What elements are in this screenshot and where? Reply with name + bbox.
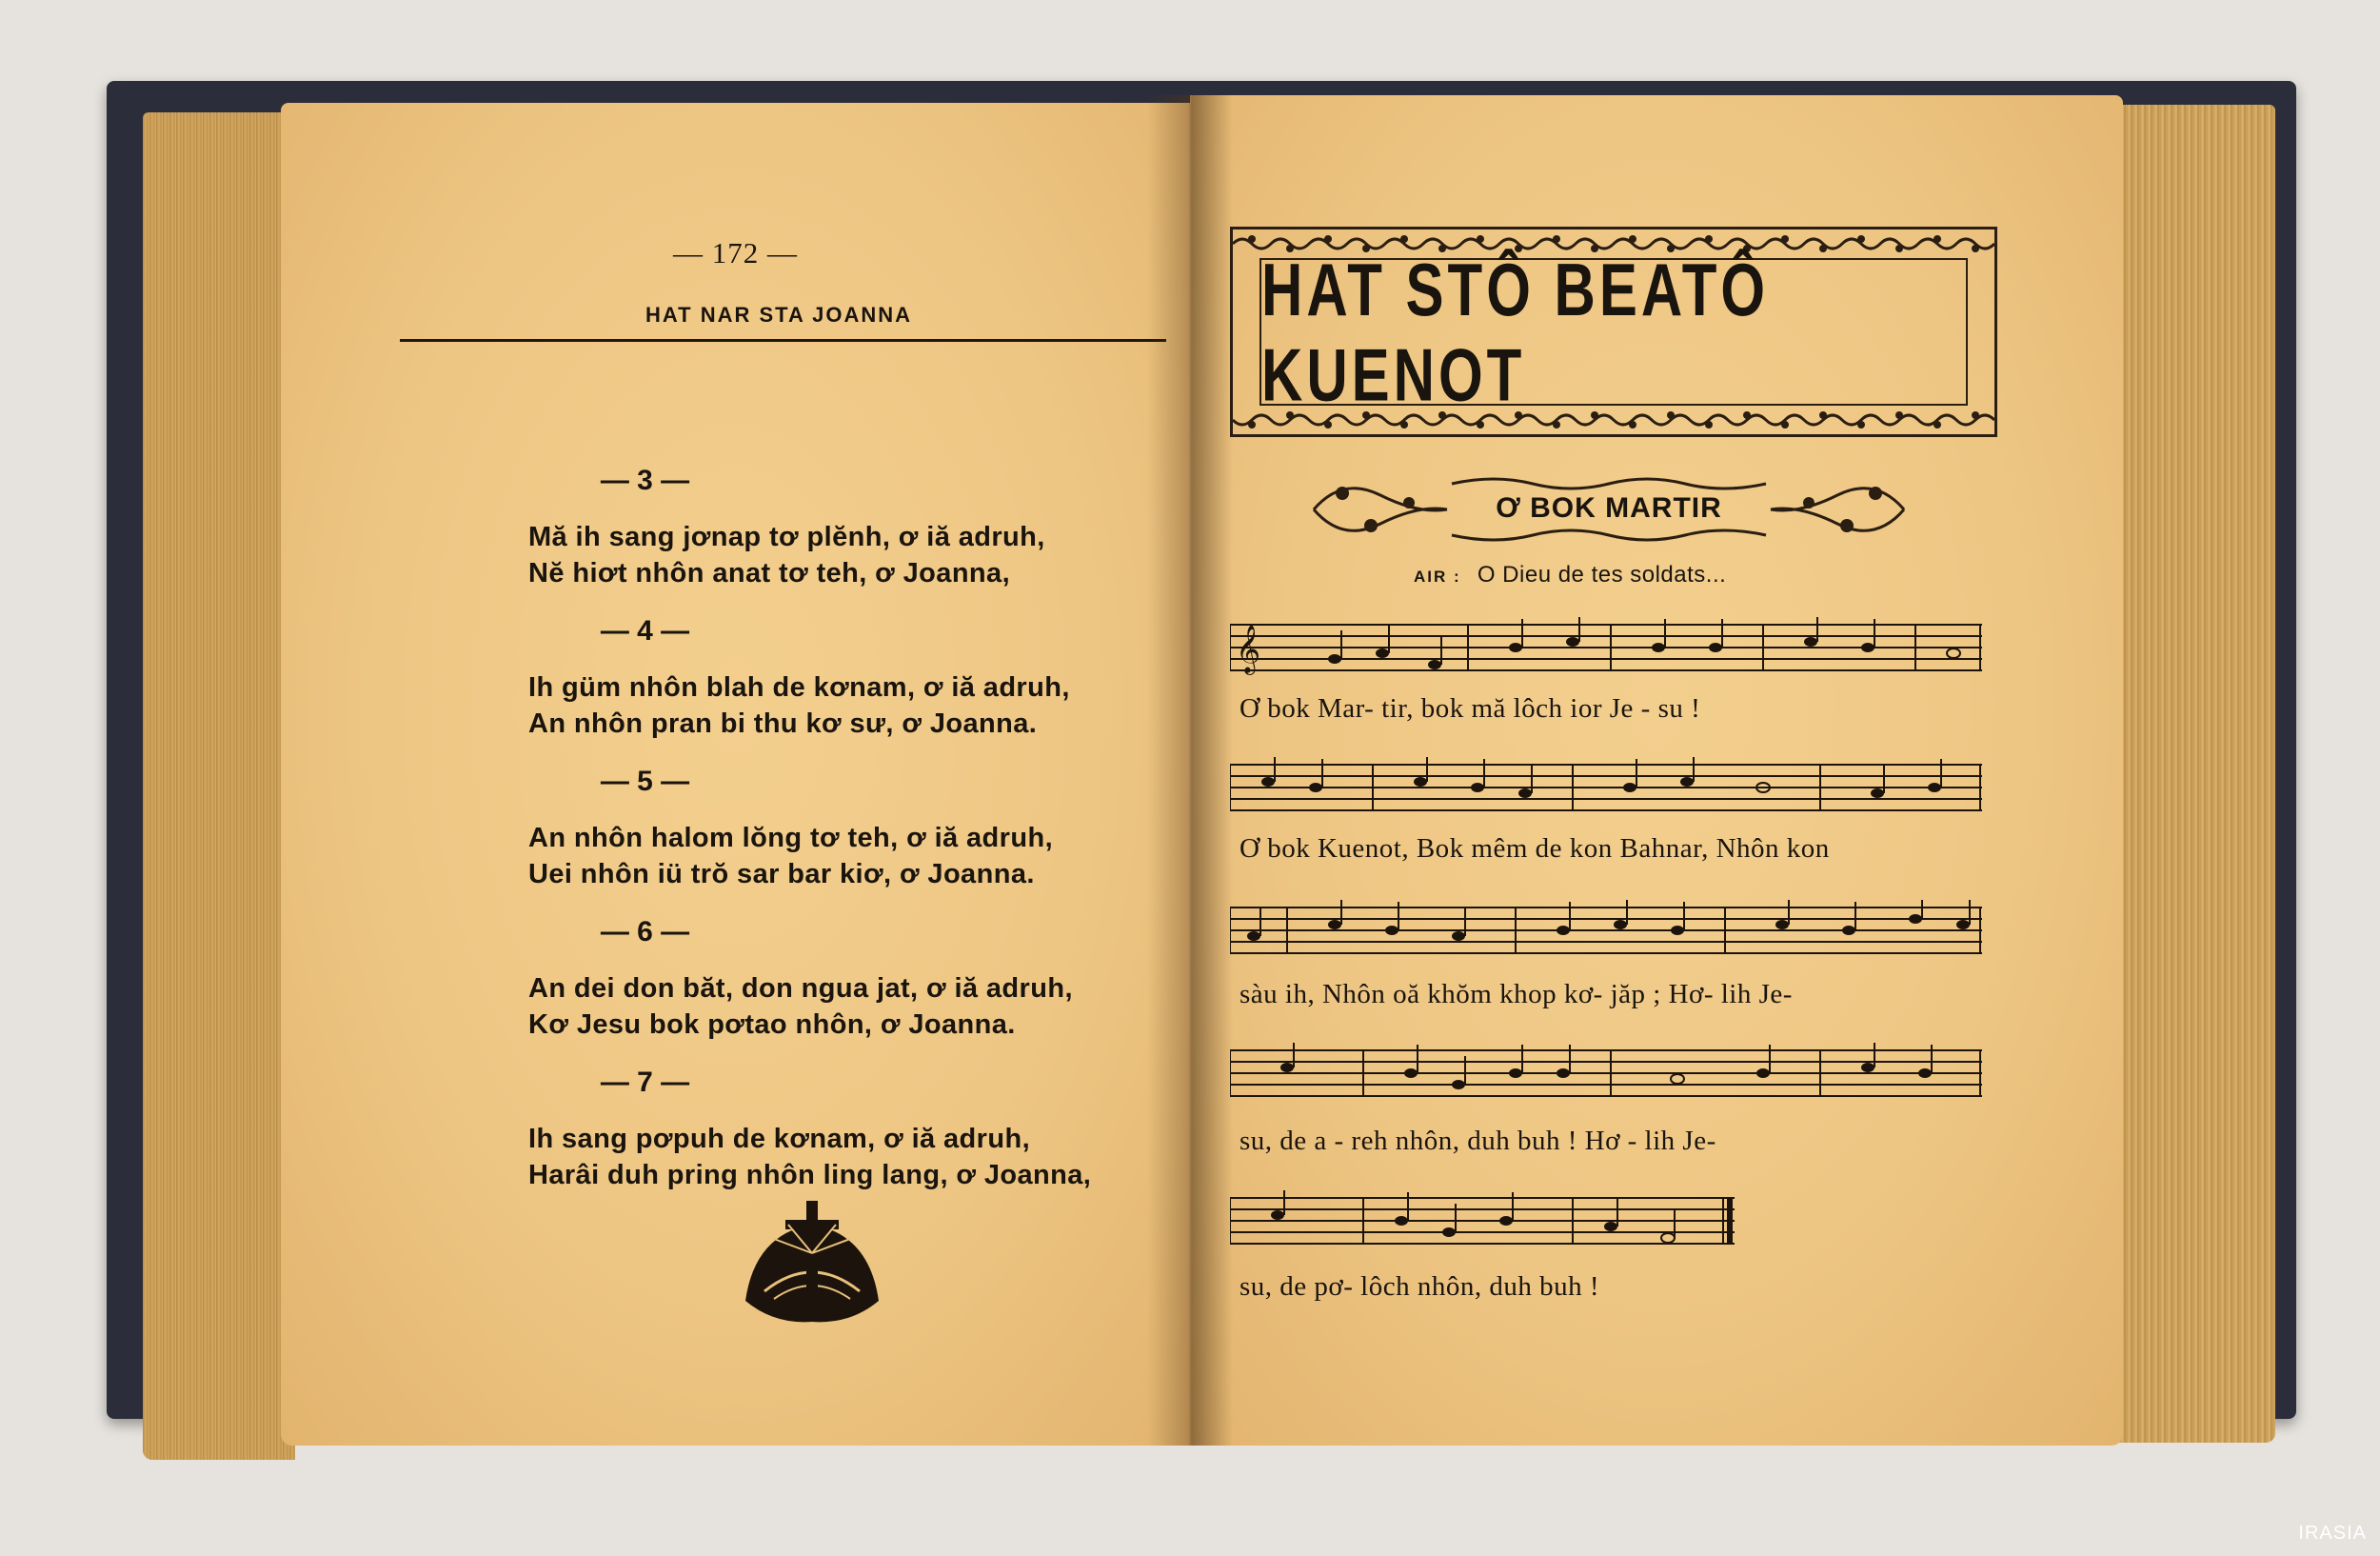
lyric-line: Ơ bok Kuenot, Bok mêm de kon Bahnar, Nhôn kon <box>1240 833 1830 864</box>
subtitle-ornament <box>1304 467 1914 552</box>
music-staff <box>1230 1190 1735 1251</box>
verse-line: Uei nhôn iü trŏ sar bar kiơ, ơ Joanna. <box>528 859 1035 889</box>
verse-line: Ih güm nhôn blah de kơnam, ơ iă adruh, <box>528 672 1070 703</box>
lyric-line: sàu ih, Nhôn oă khŏm khop kơ- jăp ; Hơ- lih Je- <box>1240 979 1793 1009</box>
verse-number: — 3 — <box>600 465 690 496</box>
lyric-line: su, de pơ- lôch nhôn, duh buh ! <box>1240 1271 1599 1302</box>
page-number: — 172 — <box>673 236 798 269</box>
verse-line: Harâi duh pring nhôn ling lang, ơ Joanna, <box>528 1160 1092 1190</box>
air-text: O Dieu de tes soldats... <box>1477 562 1727 588</box>
music-staff <box>1230 1043 1982 1104</box>
svg-text:𝄞: 𝄞 <box>1236 625 1261 673</box>
lyric-line: Ơ bok Mar- tir, bok mă lôch ior Je - su ! <box>1240 693 1701 724</box>
music-staff <box>1230 757 1982 818</box>
running-head: HAT NAR STA JOANNA <box>645 303 913 327</box>
air-label: AIR : <box>1414 568 1461 586</box>
verse-number: — 7 — <box>600 1067 690 1098</box>
song-title: HAT STÔ BEATÔ KUENOT <box>1261 248 1770 416</box>
watermark: IRASIA <box>2298 1523 2367 1544</box>
verse-number: — 6 — <box>600 916 690 948</box>
cross-emblem-icon <box>736 1196 888 1329</box>
air-line <box>1414 562 1726 588</box>
verse-line: Kơ Jesu bok pơtao nhôn, ơ Joanna. <box>528 1009 1016 1040</box>
header-rule <box>400 339 1166 342</box>
verse-line: An dei don băt, don ngua jat, ơ iă adruh, <box>528 973 1073 1004</box>
verse-line: An nhôn pran bi thu kơ sư, ơ Joanna. <box>528 708 1038 739</box>
verse-line: Mă ih sang jơnap tơ plĕnh, ơ iă adruh, <box>528 522 1045 552</box>
right-page <box>1190 95 2123 1446</box>
page-edges-right <box>2113 105 2275 1443</box>
verse-number: — 5 — <box>600 766 690 797</box>
title-frame <box>1230 227 1997 437</box>
book-gutter <box>1147 95 1233 1446</box>
music-staff <box>1230 900 1982 961</box>
music-staff <box>1230 617 1982 678</box>
verse-line: Ih sang pơpuh de kơnam, ơ iă adruh, <box>528 1124 1031 1154</box>
title-panel <box>1259 248 1968 416</box>
lyric-line: su, de a - reh nhôn, duh buh ! Hơ - lih Je- <box>1240 1126 1716 1156</box>
verse-line: Nĕ hiơt nhôn anat tơ teh, ơ Joanna, <box>528 558 1011 588</box>
verse-line: An nhôn halom lŏng tơ teh, ơ iă adruh, <box>528 823 1054 853</box>
left-page <box>281 103 1190 1446</box>
verse-number: — 4 — <box>600 615 690 647</box>
song-subtitle: Ơ BOK MARTIR <box>1496 492 1722 524</box>
